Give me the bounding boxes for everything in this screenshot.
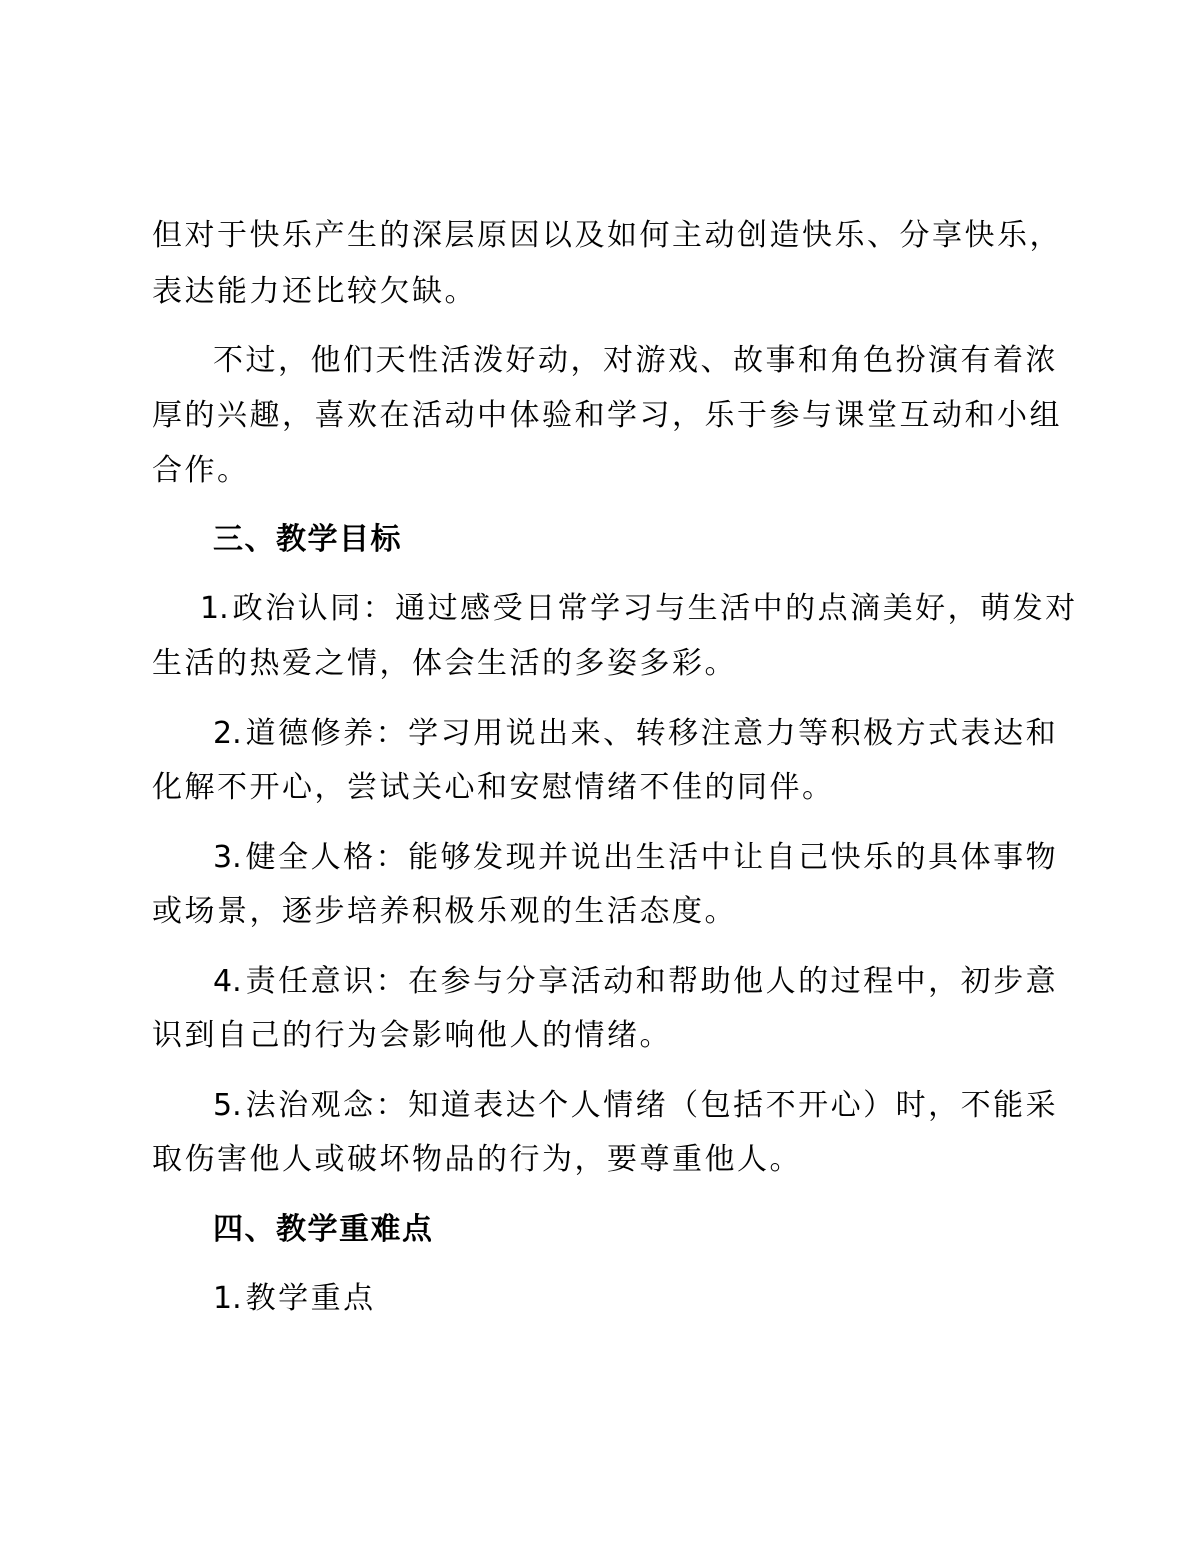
paragraph-2-line-3: 合作。	[152, 453, 250, 488]
objective-3-line-1: 健全人格：能够发现并说出生活中让自己快乐的具体事物	[245, 840, 1059, 875]
objective-item-2	[213, 714, 1113, 754]
objective-item-3	[213, 838, 1113, 878]
objective-item-4	[213, 962, 1113, 1002]
objective-2-line-2: 化解不开心，尝试关心和安慰情绪不佳的同伴。	[152, 770, 835, 805]
objective-3-line-2: 或场景，逐步培养积极乐观的生活态度。	[152, 894, 737, 929]
paragraph-1-line-1: 但对于快乐产生的深层原因以及如何主动创造快乐、分享快乐，	[152, 218, 1062, 253]
objective-2-line-1: 道德修养：学习用说出来、转移注意力等积极方式表达和	[245, 716, 1059, 751]
objective-item-1	[200, 589, 1100, 629]
paragraph-2-line-1: 不过，他们天性活泼好动，对游戏、故事和角色扮演有着浓	[213, 343, 1058, 378]
paragraph-1-line-2: 表达能力还比较欠缺。	[152, 274, 477, 309]
objective-1-line-1: 政治认同：通过感受日常学习与生活中的点滴美好，萌发对	[232, 591, 1078, 626]
objective-4-number: 4.	[213, 964, 242, 999]
objective-5-number: 5.	[213, 1088, 242, 1123]
subheading-teaching-focus	[213, 1279, 1113, 1319]
objective-5-line-1: 法治观念：知道表达个人情绪（包括不开心）时，不能采	[245, 1088, 1059, 1123]
objective-1-line-2: 生活的热爱之情，体会生活的多姿多彩。	[152, 646, 737, 681]
subheading-number: 1.	[213, 1281, 242, 1316]
objective-3-number: 3.	[213, 840, 242, 875]
section-4-heading: 四、教学重难点	[213, 1212, 434, 1247]
objective-item-5	[213, 1086, 1113, 1126]
objective-2-number: 2.	[213, 716, 242, 751]
section-3-heading: 三、教学目标	[213, 522, 402, 557]
objective-4-line-1: 责任意识：在参与分享活动和帮助他人的过程中，初步意	[245, 964, 1059, 999]
objective-5-line-2: 取伤害他人或破坏物品的行为，要尊重他人。	[152, 1142, 802, 1177]
objective-4-line-2: 识到自己的行为会影响他人的情绪。	[152, 1018, 672, 1053]
paragraph-2-line-2: 厚的兴趣，喜欢在活动中体验和学习，乐于参与课堂互动和小组	[152, 398, 1062, 433]
subheading-text: 教学重点	[245, 1281, 376, 1316]
objective-1-number: 1.	[200, 591, 229, 626]
